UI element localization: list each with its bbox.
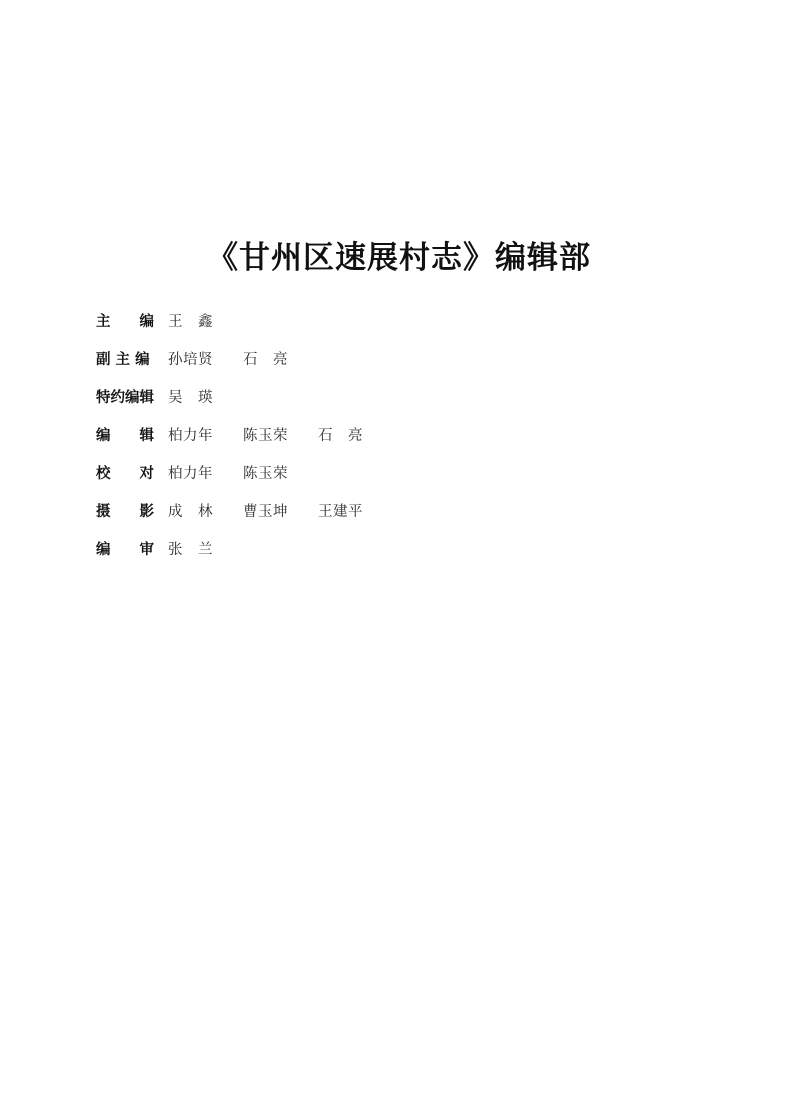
- credit-names-value: 孙培贤 石 亮: [168, 352, 288, 368]
- credit-names-value: 王 鑫: [168, 314, 213, 330]
- credit-role-label: 特约编辑: [96, 390, 154, 406]
- list-item: [96, 462, 716, 500]
- credit-names-value: 张 兰: [168, 542, 213, 558]
- list-item: [96, 386, 716, 424]
- credit-role-label: 编 审: [96, 542, 154, 558]
- list-item: [96, 348, 716, 386]
- list-item: [96, 538, 716, 576]
- credit-role-label: 摄 影: [96, 504, 154, 520]
- credit-names-value: 成 林 曹玉坤 王建平: [168, 504, 363, 520]
- page-title: 《甘州区速展村志》编辑部: [207, 240, 591, 276]
- credits-list: [96, 310, 716, 576]
- list-item: [96, 500, 716, 538]
- credit-role-label: 编 辑: [96, 428, 154, 444]
- credit-names-value: 吴 瑛: [168, 390, 213, 406]
- credit-names-value: 柏力年 陈玉荣: [168, 466, 288, 482]
- list-item: [96, 310, 716, 348]
- list-item: [96, 424, 716, 462]
- credit-role-label: 副 主 编: [96, 352, 150, 368]
- credit-role-label: 校 对: [96, 466, 154, 482]
- credit-role-label: 主 编: [96, 314, 154, 330]
- credit-names-value: 柏力年 陈玉荣 石 亮: [168, 428, 363, 444]
